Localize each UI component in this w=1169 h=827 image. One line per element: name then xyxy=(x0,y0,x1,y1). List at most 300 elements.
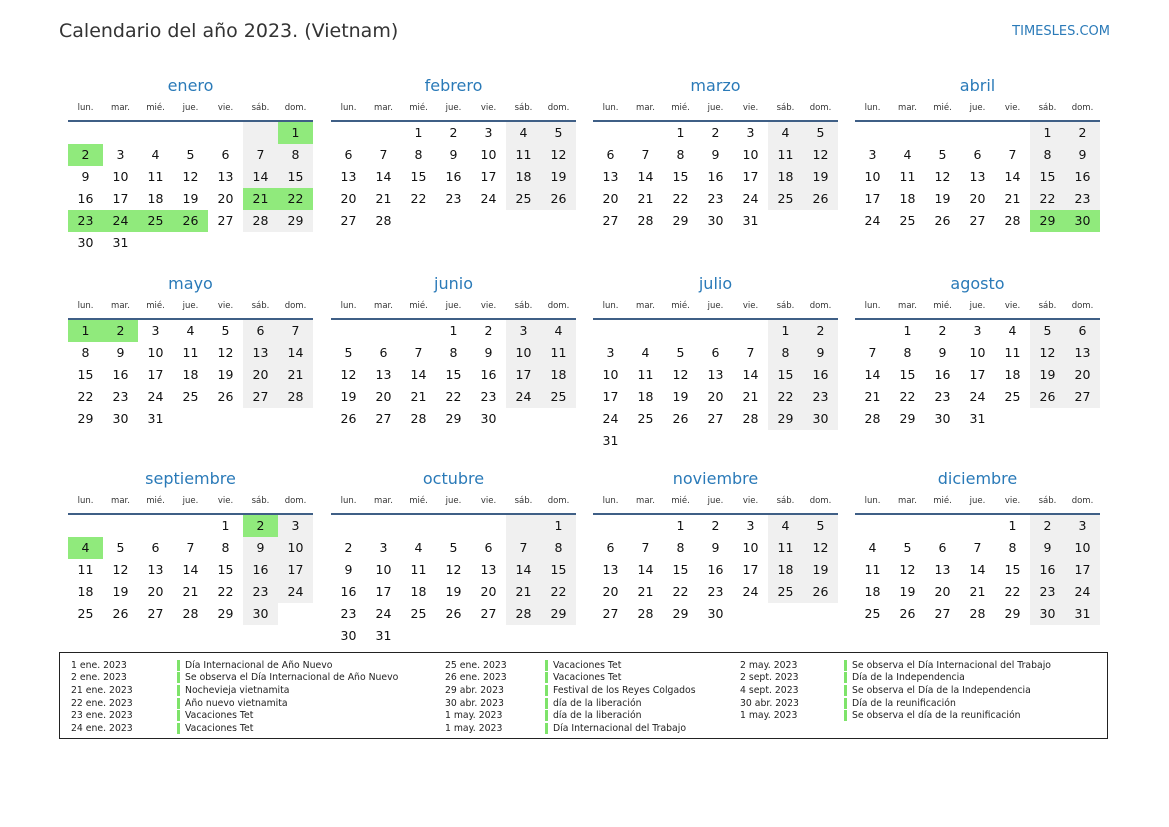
day-cell: 6 xyxy=(938,540,947,555)
day-cell: 20 xyxy=(375,389,392,404)
day-cell: 14 xyxy=(410,367,427,382)
day-cell: 31 xyxy=(969,411,986,426)
legend-column xyxy=(445,659,696,735)
day-cell: 16 xyxy=(707,169,724,184)
legend-entry xyxy=(445,709,696,722)
day-cell: 17 xyxy=(147,367,164,382)
day-cell: 4 xyxy=(768,122,803,144)
day-cell: 3 xyxy=(973,323,982,338)
weekday-label: lun. xyxy=(77,301,94,311)
day-cell: 19 xyxy=(340,389,357,404)
day-cell: 22 xyxy=(899,389,916,404)
weekday-label: mié. xyxy=(146,301,165,311)
day-cell: 30 xyxy=(243,603,278,625)
weekday-label: dom. xyxy=(1071,301,1094,311)
day-cell: 4 xyxy=(506,122,541,144)
day-cell: 25 xyxy=(410,606,427,621)
month-name: marzo xyxy=(690,76,741,95)
legend-holiday-name: Festival de los Reyes Colgados xyxy=(553,684,696,696)
day-cell: 1 xyxy=(414,125,423,140)
day-cell: 6 xyxy=(606,540,615,555)
day-cell: 10 xyxy=(742,540,759,555)
empty-day-cell xyxy=(68,122,103,144)
day-cell: 21 xyxy=(742,389,759,404)
empty-day-cell xyxy=(628,430,663,452)
day-cell: 19 xyxy=(899,584,916,599)
day-cell: 30 xyxy=(480,411,497,426)
day-cell: 7 xyxy=(641,540,650,555)
day-cell: 8 xyxy=(1030,144,1065,166)
day-cell: 23 xyxy=(1030,581,1065,603)
day-cell: 7 xyxy=(243,144,278,166)
day-cell: 15 xyxy=(899,367,916,382)
empty-day-cell xyxy=(173,122,208,144)
empty-day-cell xyxy=(628,122,663,144)
legend-date: 30 abr. 2023 xyxy=(740,697,799,709)
week-row xyxy=(855,166,1100,188)
legend-entry xyxy=(740,697,1051,710)
day-cell: 13 xyxy=(602,169,619,184)
month-diciembre xyxy=(855,467,1100,625)
day-cell: 2 xyxy=(344,540,353,555)
holiday-day-cell: 2 xyxy=(243,515,278,537)
day-cell: 24 xyxy=(864,213,881,228)
day-cell: 18 xyxy=(541,364,576,386)
day-cell: 15 xyxy=(77,367,94,382)
day-cell: 19 xyxy=(1030,364,1065,386)
day-cell: 22 xyxy=(1004,584,1021,599)
day-cell: 12 xyxy=(541,144,576,166)
legend-date: 1 may. 2023 xyxy=(445,722,503,734)
day-cell: 12 xyxy=(182,169,199,184)
weekday-label: dom. xyxy=(284,301,307,311)
weekday-label: mar. xyxy=(898,103,917,113)
day-cell: 5 xyxy=(938,147,947,162)
day-cell: 23 xyxy=(803,386,838,408)
weekday-header xyxy=(68,296,313,320)
weekday-label: sáb. xyxy=(776,301,795,311)
day-cell: 12 xyxy=(340,367,357,382)
day-cell: 8 xyxy=(278,144,313,166)
day-cell: 25 xyxy=(768,581,803,603)
day-cell: 6 xyxy=(243,320,278,342)
day-cell: 21 xyxy=(182,584,199,599)
holiday-marker-icon xyxy=(545,723,548,734)
day-cell: 7 xyxy=(379,147,388,162)
day-cell: 22 xyxy=(1030,188,1065,210)
empty-day-cell xyxy=(541,210,576,232)
day-cell: 3 xyxy=(116,147,125,162)
day-cell: 23 xyxy=(480,389,497,404)
week-row xyxy=(331,342,576,364)
empty-day-cell xyxy=(173,515,208,537)
weekday-label: vie. xyxy=(1004,103,1021,113)
weekday-label: jue. xyxy=(707,103,724,113)
day-cell: 5 xyxy=(541,122,576,144)
empty-day-cell xyxy=(331,515,366,537)
day-cell: 17 xyxy=(278,559,313,581)
legend-date: 21 ene. 2023 xyxy=(71,684,133,696)
month-mayo xyxy=(68,272,313,430)
day-cell: 15 xyxy=(541,559,576,581)
day-cell: 22 xyxy=(768,386,803,408)
week-row xyxy=(855,122,1100,144)
day-cell: 30 xyxy=(77,235,94,250)
weekday-label: vie. xyxy=(1004,301,1021,311)
weekday-label: vie. xyxy=(217,301,234,311)
week-row xyxy=(593,537,838,559)
day-cell: 21 xyxy=(864,389,881,404)
day-cell: 25 xyxy=(1004,389,1021,404)
weekday-label: sáb. xyxy=(251,103,270,113)
day-cell: 15 xyxy=(278,166,313,188)
weekday-label: mié. xyxy=(146,103,165,113)
day-cell: 12 xyxy=(934,169,951,184)
day-cell: 25 xyxy=(768,188,803,210)
day-cell: 10 xyxy=(742,147,759,162)
legend-entry xyxy=(740,672,1051,685)
week-row xyxy=(68,364,313,386)
day-cell: 8 xyxy=(541,537,576,559)
day-cell: 28 xyxy=(182,606,199,621)
day-cell: 22 xyxy=(410,191,427,206)
empty-day-cell xyxy=(471,625,506,647)
day-cell: 28 xyxy=(410,411,427,426)
weekday-label: dom. xyxy=(284,103,307,113)
day-cell: 27 xyxy=(480,606,497,621)
day-cell: 1 xyxy=(1008,518,1017,533)
holiday-marker-icon xyxy=(177,660,180,671)
day-cell: 19 xyxy=(672,389,689,404)
empty-day-cell xyxy=(506,210,541,232)
empty-day-cell xyxy=(243,408,278,430)
day-cell: 29 xyxy=(541,603,576,625)
empty-day-cell xyxy=(68,515,103,537)
empty-day-cell xyxy=(890,515,925,537)
weekday-label: vie. xyxy=(480,496,497,506)
legend-holiday-name: Se observa el Día Internacional del Trabajo xyxy=(852,659,1051,671)
day-cell: 4 xyxy=(151,147,160,162)
empty-day-cell xyxy=(401,515,436,537)
day-cell: 6 xyxy=(711,345,720,360)
week-row xyxy=(68,386,313,408)
day-cell: 3 xyxy=(868,147,877,162)
day-cell: 15 xyxy=(672,169,689,184)
day-cell: 10 xyxy=(375,562,392,577)
week-row xyxy=(855,144,1100,166)
day-cell: 24 xyxy=(969,389,986,404)
day-cell: 28 xyxy=(375,213,392,228)
weekday-label: dom. xyxy=(284,496,307,506)
weekday-label: mar. xyxy=(374,103,393,113)
weekday-label: vie. xyxy=(742,301,759,311)
day-cell: 3 xyxy=(379,540,388,555)
empty-day-cell xyxy=(995,408,1030,430)
holiday-day-cell: 25 xyxy=(138,210,173,232)
day-cell: 20 xyxy=(602,584,619,599)
day-cell: 10 xyxy=(147,345,164,360)
day-cell: 29 xyxy=(77,411,94,426)
week-row xyxy=(855,386,1100,408)
week-row xyxy=(68,408,313,430)
day-cell: 18 xyxy=(506,166,541,188)
day-cell: 7 xyxy=(868,345,877,360)
day-cell: 23 xyxy=(1065,188,1100,210)
day-cell: 2 xyxy=(449,125,458,140)
day-cell: 19 xyxy=(541,166,576,188)
day-cell: 13 xyxy=(602,562,619,577)
day-cell: 22 xyxy=(672,584,689,599)
week-row xyxy=(331,537,576,559)
weekday-label: sáb. xyxy=(514,496,533,506)
week-row xyxy=(593,408,838,430)
day-cell: 21 xyxy=(506,581,541,603)
legend-entry xyxy=(71,722,398,735)
day-cell: 21 xyxy=(637,191,654,206)
empty-day-cell xyxy=(103,122,138,144)
day-cell: 1 xyxy=(768,320,803,342)
day-cell: 17 xyxy=(602,389,619,404)
week-row xyxy=(855,515,1100,537)
day-cell: 14 xyxy=(637,169,654,184)
day-cell: 4 xyxy=(1008,323,1017,338)
week-row xyxy=(331,122,576,144)
day-cell: 28 xyxy=(278,386,313,408)
week-row xyxy=(331,408,576,430)
holiday-marker-icon xyxy=(844,698,847,709)
week-row xyxy=(593,144,838,166)
empty-day-cell xyxy=(593,320,628,342)
holiday-day-cell: 26 xyxy=(173,210,208,232)
legend-date: 1 may. 2023 xyxy=(740,710,798,722)
month-name: noviembre xyxy=(672,469,759,488)
day-cell: 23 xyxy=(445,191,462,206)
holiday-marker-icon xyxy=(545,710,548,721)
day-cell: 20 xyxy=(243,364,278,386)
weekday-label: mié. xyxy=(933,496,952,506)
day-cell: 7 xyxy=(746,345,755,360)
weekday-label: sáb. xyxy=(1038,496,1057,506)
day-cell: 12 xyxy=(445,562,462,577)
month-name: julio xyxy=(698,274,733,293)
day-cell: 13 xyxy=(147,562,164,577)
legend-date: 25 ene. 2023 xyxy=(445,659,507,671)
empty-day-cell xyxy=(366,515,401,537)
day-cell: 9 xyxy=(1065,144,1100,166)
holiday-day-cell: 1 xyxy=(278,122,313,144)
day-cell: 28 xyxy=(637,606,654,621)
day-cell: 26 xyxy=(541,188,576,210)
day-cell: 8 xyxy=(903,345,912,360)
weekday-label: jue. xyxy=(969,301,986,311)
week-row xyxy=(331,320,576,342)
week-row xyxy=(593,603,838,625)
day-cell: 12 xyxy=(803,144,838,166)
weekday-label: dom. xyxy=(547,301,570,311)
week-row xyxy=(855,559,1100,581)
empty-day-cell xyxy=(401,210,436,232)
day-cell: 12 xyxy=(217,345,234,360)
day-cell: 22 xyxy=(217,584,234,599)
legend-date: 1 ene. 2023 xyxy=(71,659,127,671)
week-row xyxy=(593,122,838,144)
day-cell: 2 xyxy=(803,320,838,342)
empty-day-cell xyxy=(138,232,173,254)
day-cell: 23 xyxy=(707,584,724,599)
day-cell: 13 xyxy=(375,367,392,382)
day-cell: 5 xyxy=(803,122,838,144)
day-cell: 9 xyxy=(484,345,493,360)
empty-day-cell xyxy=(768,603,803,625)
weekday-header xyxy=(593,98,838,122)
day-cell: 20 xyxy=(934,584,951,599)
empty-day-cell xyxy=(768,430,803,452)
weekday-label: mié. xyxy=(933,103,952,113)
empty-day-cell xyxy=(173,408,208,430)
day-cell: 13 xyxy=(217,169,234,184)
day-cell: 17 xyxy=(480,169,497,184)
day-cell: 4 xyxy=(641,345,650,360)
week-row xyxy=(331,515,576,537)
week-row xyxy=(593,386,838,408)
day-cell: 31 xyxy=(1065,603,1100,625)
day-cell: 28 xyxy=(243,210,278,232)
day-cell: 8 xyxy=(81,345,90,360)
day-cell: 10 xyxy=(602,367,619,382)
day-cell: 18 xyxy=(147,191,164,206)
day-cell: 9 xyxy=(1030,537,1065,559)
day-cell: 26 xyxy=(445,606,462,621)
day-cell: 14 xyxy=(1004,169,1021,184)
day-cell: 10 xyxy=(278,537,313,559)
day-cell: 27 xyxy=(969,213,986,228)
week-row xyxy=(68,144,313,166)
day-cell: 23 xyxy=(243,581,278,603)
day-cell: 16 xyxy=(1030,559,1065,581)
day-cell: 11 xyxy=(77,562,94,577)
day-cell: 8 xyxy=(1008,540,1017,555)
day-cell: 13 xyxy=(969,169,986,184)
legend-entry xyxy=(445,659,696,672)
month-enero xyxy=(68,74,313,254)
day-cell: 29 xyxy=(768,408,803,430)
day-cell: 15 xyxy=(768,364,803,386)
weekday-label: jue. xyxy=(969,103,986,113)
legend-holiday-name: Se observa el Día de la Independencia xyxy=(852,684,1031,696)
month-septiembre xyxy=(68,467,313,625)
day-cell: 19 xyxy=(934,191,951,206)
day-cell: 5 xyxy=(116,540,125,555)
day-cell: 28 xyxy=(1004,213,1021,228)
week-row xyxy=(593,210,838,232)
site-link[interactable]: TIMESLES.COM xyxy=(1012,24,1110,39)
day-cell: 3 xyxy=(1065,515,1100,537)
day-cell: 25 xyxy=(77,606,94,621)
weekday-label: lun. xyxy=(864,103,881,113)
holiday-day-cell: 23 xyxy=(68,210,103,232)
day-cell: 26 xyxy=(899,606,916,621)
day-cell: 7 xyxy=(641,147,650,162)
day-cell: 18 xyxy=(77,584,94,599)
day-cell: 8 xyxy=(676,540,685,555)
day-cell: 24 xyxy=(375,606,392,621)
week-row xyxy=(855,364,1100,386)
week-row xyxy=(68,166,313,188)
day-cell: 9 xyxy=(81,169,90,184)
day-cell: 21 xyxy=(410,389,427,404)
week-row xyxy=(855,342,1100,364)
day-cell: 5 xyxy=(676,345,685,360)
holiday-marker-icon xyxy=(177,685,180,696)
week-row xyxy=(593,342,838,364)
weekday-label: sáb. xyxy=(776,103,795,113)
day-cell: 7 xyxy=(186,540,195,555)
legend-entry xyxy=(445,697,696,710)
holiday-legend xyxy=(59,652,1108,739)
day-cell: 20 xyxy=(602,191,619,206)
day-cell: 11 xyxy=(768,537,803,559)
day-cell: 7 xyxy=(1008,147,1017,162)
empty-day-cell xyxy=(593,515,628,537)
legend-entry xyxy=(445,672,696,685)
day-cell: 21 xyxy=(969,584,986,599)
empty-day-cell xyxy=(593,122,628,144)
day-cell: 9 xyxy=(803,342,838,364)
month-name: octubre xyxy=(422,469,485,488)
day-cell: 29 xyxy=(445,411,462,426)
day-cell: 10 xyxy=(864,169,881,184)
day-cell: 29 xyxy=(1004,606,1021,621)
month-name: abril xyxy=(959,76,996,95)
week-row xyxy=(331,559,576,581)
legend-entry xyxy=(445,684,696,697)
empty-day-cell xyxy=(803,603,838,625)
day-cell: 6 xyxy=(484,540,493,555)
day-cell: 18 xyxy=(410,584,427,599)
day-cell: 12 xyxy=(112,562,129,577)
holiday-marker-icon xyxy=(844,710,847,721)
day-cell: 10 xyxy=(506,342,541,364)
legend-date: 4 sept. 2023 xyxy=(740,684,799,696)
day-cell: 6 xyxy=(973,147,982,162)
weekday-label: vie. xyxy=(742,103,759,113)
day-cell: 25 xyxy=(899,213,916,228)
week-row xyxy=(593,166,838,188)
month-name: diciembre xyxy=(937,469,1018,488)
day-cell: 19 xyxy=(445,584,462,599)
day-cell: 26 xyxy=(672,411,689,426)
day-cell: 25 xyxy=(506,188,541,210)
holiday-marker-icon xyxy=(545,660,548,671)
day-cell: 15 xyxy=(445,367,462,382)
day-cell: 11 xyxy=(637,367,654,382)
day-cell: 20 xyxy=(217,191,234,206)
day-cell: 1 xyxy=(1030,122,1065,144)
holiday-marker-icon xyxy=(844,685,847,696)
day-cell: 24 xyxy=(602,411,619,426)
week-row xyxy=(68,559,313,581)
legend-date: 24 ene. 2023 xyxy=(71,722,133,734)
weekday-label: lun. xyxy=(77,103,94,113)
weekday-label: dom. xyxy=(547,496,570,506)
day-cell: 6 xyxy=(1065,320,1100,342)
empty-day-cell xyxy=(960,515,995,537)
weekday-label: vie. xyxy=(217,103,234,113)
day-cell: 14 xyxy=(182,562,199,577)
day-cell: 19 xyxy=(112,584,129,599)
week-row xyxy=(331,364,576,386)
day-cell: 14 xyxy=(864,367,881,382)
